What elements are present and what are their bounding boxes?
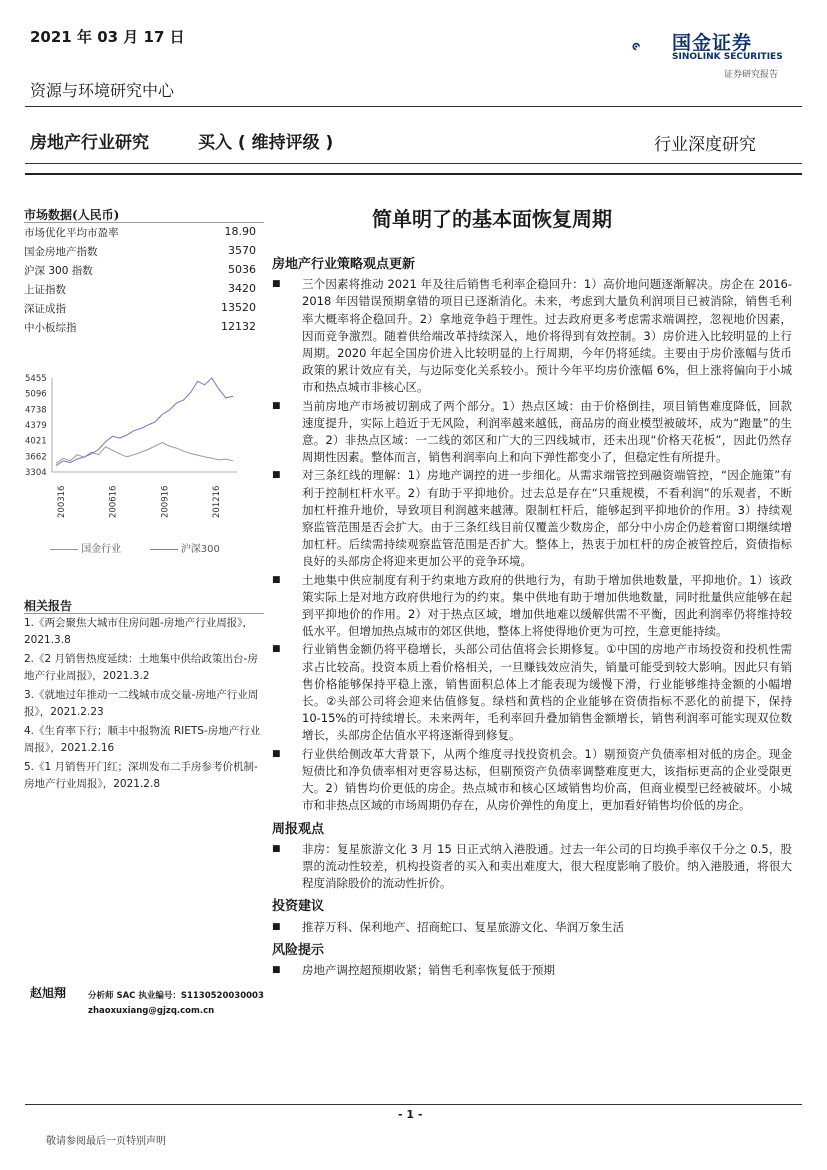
divider (25, 106, 802, 107)
doc-type: 行业深度研究 (654, 135, 756, 155)
y-tick-label: 5455 (25, 374, 47, 384)
legend-label: 沪深300 (180, 544, 220, 555)
analyst-email[interactable]: zhaoxuxiang@gjzq.com.cn (88, 1006, 215, 1016)
x-tick-label: 201216 (212, 485, 222, 518)
market-row: 市场优化平均市盈率 18.90 (24, 225, 256, 239)
index-line-chart (22, 372, 264, 532)
paragraph: ■ 推荐万科、保利地产、招商蛇口、复星旅游文化、华润万象生活 (272, 919, 792, 936)
market-row: 深证成指 13520 (24, 301, 256, 315)
y-tick-label: 4021 (25, 436, 47, 447)
y-tick-label: 3304 (25, 468, 47, 478)
y-tick-label: 3662 (25, 452, 47, 463)
x-tick-label: 200316 (57, 485, 67, 518)
paragraph: ■ 土地集中供应制度有利于约束地方政府的供地行为，有助于增加供地数量，平抑地价。1）该政策实际上是对地方政府供地行为的约束。集中供地有助于增加供地数量，同时批量供应能够在起到平抑地价的作用。2）对于热点区域，增加供地难以缓解供需不平衡，因此利润率仍将维持较低水平。但增加热点城市的郊区供地，整体上将使得地价更为可控，生意更能持续。 (272, 572, 792, 641)
rating: 买入 ( 维持评级 ) (198, 133, 334, 153)
legend-swatch-hs300 (150, 549, 178, 550)
divider (25, 1104, 802, 1105)
paragraph: ■ 行业供给侧改革大背景下，从两个维度寻找投资机会。1）剔预资产负债率相对低的房企。现金短债比和净负债率相对更容易达标，但剔预资产负债率调整难度更大，该指标更高的企业受限更大。2）销售均价更低的房企。热点城市和核心区域销售均价高，但商业模型已经被破坏。小城市和非热点区域的市场周期仍存在，从房价弹性的角度上，更加看好销售均价低的房企。 (272, 746, 792, 815)
section-title: 投资建议 (272, 899, 325, 915)
divider (24, 613, 264, 614)
legend-label: 国金行业 (81, 544, 122, 555)
related-item[interactable]: 1.《两会聚焦大城市住房问题-房地产行业周报》，2021.3.8 (24, 617, 254, 646)
logo-en: SINOLINK SECURITIES (672, 52, 783, 62)
related-list (24, 615, 266, 795)
divider (24, 222, 264, 223)
report-date: 2021 年 03 月 17 日 (30, 28, 185, 46)
logo-cn: 国金证券 (672, 32, 753, 54)
paragraph: ■ 三个因素将推动 2021 年及往后销售毛利率企稳回升：1）高价地问题逐渐解决。房企在 2016-2018 年因错误预期拿错的项目已逐渐消化。未来，考虑到大量负利润项目已被消除，销售毛利率大概率将企稳回升。2）拿地竞争趋于理性。过去政府更多考虑需求端调控，忽视地价因素，因而竞争激烈。随着供给端改革持续深入，地价将得到有效控制。3）房价进入比较明显的上行周期。2020 年起全国房价进入比较明显的上行周期，今年仍将延续。主要由于房价涨幅与货币政策的累计效应有关，与边际变化关系较小。预计今年平均房价涨幅 6%，但上涨将偏向于小城市和热点城市非核心区。 (272, 276, 792, 396)
main-title: 简单明了的基本面恢复周期 (372, 207, 612, 231)
divider (25, 163, 802, 164)
market-row: 中小板综指 12132 (24, 320, 256, 334)
paragraph: ■ 行业销售金额仍将平稳增长，头部公司估值将会长期修复。①中国的房地产市场投资和投机性需求占比较高。投资本质上看价格相关，一旦赚钱效应消失，销量可能受到较大影响。因此只有销售价格能够保持平稳上涨，销售面积总体上才能表现为缓慢下滑，行业能够维持金额的小幅增长。②头部公司将会迎来估值修复。绿档和黄档的企业能够在资债指标不恶化的前提下，保持 10-15%的可持续增长。未来两年，毛利率回升叠加销售金额增长，销售利润率可能实现双位数增长，头部房企估值水平将逐渐得到修复。 (272, 641, 792, 744)
related-item[interactable]: 3.《就地过年推动一二线城市成交量-房地产行业周报》，2021.2.23 (24, 689, 259, 718)
legend-swatch-industry (50, 549, 78, 550)
page-number: - 1 - (398, 1108, 423, 1121)
x-tick-label: 200616 (108, 485, 119, 518)
market-row: 国金房地产指数 3570 (24, 244, 256, 258)
logo-subtitle: 证券研究报告 (724, 70, 779, 80)
department: 资源与环境研究中心 (30, 81, 175, 100)
paragraph: ■ 当前房地产市场被切割成了两个部分。1）热点区域：由于价格倒挂，项目销售难度降低，回款速度提升，实际上趋近于无风险，利润率越来越低，商品房的商业模型被破坏，成为“跑量”的生意。2）非热点区域：一二线的郊区和广大的三四线城市，还未出现“价格天花板”，因此仍然存周期性因素。整体而言，销售利润率向上和向下弹性都变小了，但稳定性有所提升。 (272, 398, 792, 467)
section-title: 风险提示 (272, 942, 325, 958)
section-title: 房地产行业策略观点更新 (272, 257, 416, 272)
related-item[interactable]: 5.《1 月销售开门红；深圳发布二手房参考价机制-房地产行业周报》，2021.2.8 (24, 761, 258, 790)
y-tick-label: 4738 (25, 405, 47, 416)
market-data-title: 市场数据(人民币) (24, 208, 120, 222)
company-logo (632, 27, 672, 67)
report-topic: 房地产行业研究 (30, 133, 149, 153)
chart-legend (50, 540, 220, 555)
related-item[interactable]: 4.《生育率下行；顺丰中报物流 RIETS-房地产行业周报》，2021.2.16 (24, 725, 261, 754)
y-tick-label: 5096 (25, 389, 47, 400)
x-tick-label: 200916 (160, 485, 171, 518)
series-line-hs300 (56, 378, 233, 466)
related-title: 相关报告 (24, 599, 73, 613)
analyst-info (88, 989, 264, 1019)
analyst-sac: 分析师 SAC 执业编号：S1130520030003 (88, 991, 264, 1001)
series-line-industry (56, 443, 233, 464)
paragraph: ■ 非房：复星旅游文化 3 月 15 日正式纳入港股通。过去一年公司的日均换手率仅千分之 0.5，股票的流动性较差，机构投资者的买入和卖出难度大，很大程度影响了股价。纳入港股通，将很大程度消除股价的流动性折价。 (272, 841, 792, 893)
paragraph: ■ 房地产调控超预期收紧；销售毛利率恢复低于预期 (272, 962, 792, 979)
main-body (272, 256, 792, 980)
y-tick-label: 4379 (25, 421, 47, 432)
analyst-name: 赵旭翔 (30, 986, 67, 1000)
paragraph: ■ 对三条红线的理解：1）房地产调控的进一步细化。从需求端管控到融资端管控，“因企施策”有利于控制杠杆水平。2）有助于平抑地价。过去总是存在“只重规模，不看利润”的乐观者，不断加杠杆推升地价，导致项目利润越来越薄。限制杠杆后，能够起到平抑地价的作用。3）持续观察监管范围是否会扩大。由于三条红线目前仅覆盖少数房企，部分中小房企仍趁着窗口期继续增加杠杆。后续需持续观察监管范围是否扩大。整体上，热衷于加杠杆的房企被管控后，资债指标良好的头部房企将迎来更加公平的竞争环境。 (272, 467, 792, 570)
section-title: 周报观点 (272, 821, 325, 837)
market-row: 上证指数 3420 (24, 282, 256, 296)
footer-note: 敬请参阅最后一页特别声明 (46, 1136, 166, 1147)
divider (25, 173, 802, 175)
related-item[interactable]: 2.《2 月销售热度延续：土地集中供给政策出台-房地产行业周报》，2021.3.2 (24, 653, 258, 682)
market-row: 沪深 300 指数 5036 (24, 263, 256, 277)
